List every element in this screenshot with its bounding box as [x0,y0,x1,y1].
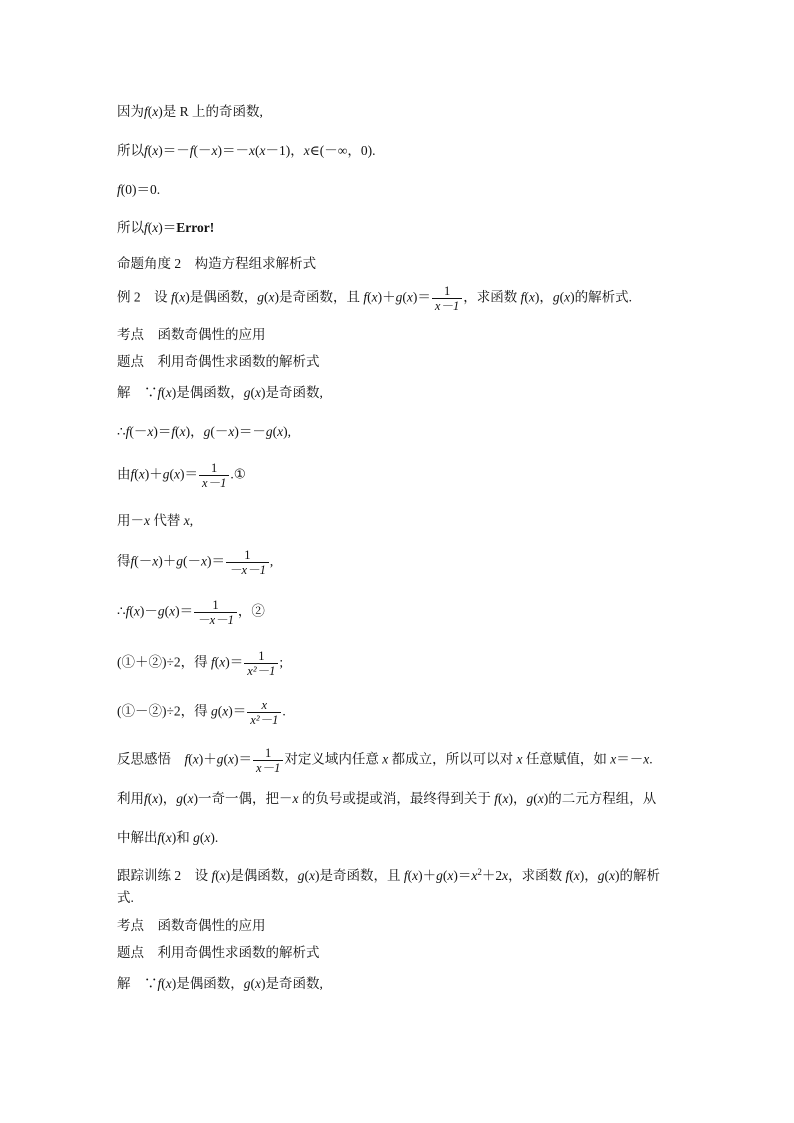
math: x [502,791,509,806]
numerator: 1 [265,746,272,760]
math: g [157,603,165,619]
text: )是奇函数，且 [274,289,364,305]
math: g [243,976,251,991]
math: x [249,143,256,158]
math: x [179,424,186,439]
line-14 [117,598,265,627]
line-4 [117,220,214,236]
label: 考点 函数奇偶性的应用 [117,918,266,933]
text: )＝－ [217,143,250,158]
text: ( [250,385,256,400]
fraction [199,461,229,490]
math: f [157,385,162,400]
math: x [222,703,229,719]
text: 用－ [117,513,144,528]
math: x [255,385,262,400]
math: x [382,751,389,767]
math: x [165,385,172,400]
text: 都成立，所以可以对 [388,751,517,767]
math: g [176,791,184,806]
label: 题点 利用奇偶性求函数的解析式 [117,354,320,369]
text: )＋ [198,751,217,767]
text: 式. [117,890,134,905]
line-8 [117,354,320,370]
text: (①＋②)÷2，得 [117,654,212,670]
math: f [494,791,499,806]
fraction [432,284,462,313]
math: x [228,751,235,767]
text: 所以 [117,143,144,158]
text: ( [147,220,153,235]
math: f [144,104,148,119]
math: x [643,751,650,767]
text: ( [215,868,220,883]
text: ( [367,289,372,305]
text: )＝ [225,654,244,670]
math: x [219,654,226,670]
text: (－ [129,424,148,439]
text: , [269,553,274,569]
text: 跟踪训练 2 设 [117,868,212,883]
text: . [282,703,286,719]
text: ( [161,385,166,400]
line-1 [117,104,263,120]
text: )＝－ [158,143,190,158]
math: f [189,143,194,158]
math: f [520,289,525,305]
text: 解 ∵ [117,385,158,400]
line-19 [117,830,218,846]
math: x [309,868,316,883]
math: f [157,976,162,991]
text: ), [283,424,291,439]
numerator: 1 [443,284,451,298]
text: )＝ [180,466,199,482]
math: g [216,751,224,767]
text: ＋2 [481,868,503,883]
math: x [292,791,299,806]
text: ( [250,976,256,991]
text: )， [185,424,204,439]
line-18 [117,791,656,807]
text: )＝ [412,289,431,305]
math: g [395,289,403,305]
math: x [174,466,181,482]
math: x [228,424,235,439]
math: x [564,289,571,305]
math: x [406,289,413,305]
label: 题点 利用奇偶性求函数的解析式 [117,945,320,960]
text: ，② [237,603,265,619]
text: ( [524,289,529,305]
math: g [193,830,200,845]
math: x [183,513,190,528]
text: ( [199,830,205,845]
text: )， [508,791,527,806]
text: ( [214,654,220,670]
text: )＝ [207,553,226,569]
text: ( [161,830,166,845]
text: ( [559,289,565,305]
text: ( [223,751,229,767]
math: x [303,143,310,158]
text: ( [129,603,134,619]
text: 所以 [117,220,144,235]
text: )， [158,791,177,806]
text: ( [604,868,610,883]
math: f [403,868,408,883]
text: )的二元方程组，从 [543,791,657,806]
math: g [526,791,534,806]
text: )是偶函数， [225,868,298,883]
math: f [144,791,148,806]
text: )是偶函数， [171,385,244,400]
text: ( [569,868,574,883]
math: f [211,654,215,670]
denominator: －x－1 [226,562,269,577]
text: ( [304,868,310,883]
math: x [528,289,535,305]
text: )－ [139,603,158,619]
math: f [117,182,121,197]
fraction [244,649,278,678]
text: (－ [134,553,153,569]
line-15 [117,649,283,678]
text: ). [210,830,219,845]
text: ( [442,868,448,883]
math: x [165,830,172,845]
text: )， [579,868,598,883]
text: )＋ [418,868,437,883]
text: , [189,513,194,528]
text: )是偶函数， [185,289,258,305]
text: )和 [171,830,194,845]
text: ＝－ [616,751,644,767]
error-text: Error! [176,220,215,235]
text: ( [164,603,170,619]
text: －1)， [265,143,304,158]
math: f [130,466,135,482]
text: . [649,751,653,767]
line-20 [117,864,660,884]
math: f [184,751,189,767]
text: 解 ∵ [117,976,158,991]
text: .① [230,466,246,482]
text: )是奇函数, [261,976,323,991]
text: )＝ [453,868,472,883]
denominator: x－1 [199,475,229,490]
math: x [502,868,509,883]
text: 反思感悟 [117,751,185,767]
math: x [516,751,523,767]
math: x [268,289,275,305]
text: (－ [193,143,212,158]
line-22 [117,918,266,934]
denominator: x²－1 [244,663,278,678]
text: ( [255,143,260,158]
math: f [211,868,216,883]
numerator: 1 [258,649,265,663]
text: )＋ [144,466,163,482]
math: x [152,143,159,158]
text: 因为 [117,104,144,119]
line-12 [117,513,193,529]
text: 得 [117,553,131,569]
math: x [179,289,186,305]
text: 中解出 [117,830,158,845]
line-21 [117,890,134,906]
text: )＝ [153,424,172,439]
math: x [201,553,208,569]
text: ( [264,289,269,305]
text: 对定义域内任意 [284,751,383,767]
text: )的解析 [615,868,661,883]
math: x [138,466,145,482]
text: ( [169,466,175,482]
math: g [211,703,218,719]
line-7 [117,327,266,343]
denominator: x－1 [432,298,462,313]
text: 的负号或提或消，最终得到关于 [298,791,495,806]
text: )＝－ [234,424,266,439]
text: ( [533,791,538,806]
math: f [125,424,130,439]
line-10 [117,424,291,440]
line-23 [117,945,320,961]
text: )＝ [234,751,253,767]
line-9 [117,385,323,401]
text: (0)＝0. [120,182,161,197]
text: ( [161,976,166,991]
text: 代替 [150,513,184,528]
math: g [176,553,184,569]
text: ( [188,751,193,767]
numerator: 1 [244,548,251,562]
text: ( [147,791,153,806]
text: 由 [117,466,131,482]
text: (①－②)÷2，得 [117,703,212,719]
fraction [247,698,281,727]
text: )＝ [228,703,247,719]
text: ，求函数 [508,868,566,883]
math: x [192,751,199,767]
denominator: －x－1 [194,612,237,627]
fraction [253,746,283,775]
math: x [152,791,159,806]
math: f [144,143,148,158]
math: x [133,603,140,619]
math: g [257,289,265,305]
math: g [297,868,305,883]
line-11 [117,461,246,490]
math: x [144,513,150,528]
text: ( [407,868,413,883]
math: x [211,143,218,158]
math: x [573,868,580,883]
numerator: 1 [211,461,218,475]
text: )一奇一偶，把－ [193,791,293,806]
text: ∈(－∞，0). [309,143,376,158]
math: x [152,104,159,119]
math: x [259,143,266,158]
math: f [565,868,570,883]
text: ，求函数 [463,289,521,305]
math: f [144,220,148,235]
math: x [147,424,154,439]
text: ( [175,424,180,439]
numerator: 1 [212,598,219,612]
fraction [226,548,269,577]
math: x [412,868,419,883]
line-6 [117,284,632,313]
line-16 [117,698,286,727]
text: )是 R 上的奇函数, [158,104,263,119]
text: (－ [210,424,229,439]
math: x [255,976,262,991]
text: 任意赋值，如 [522,751,611,767]
math: x [165,976,172,991]
line-24 [117,976,323,992]
text: ( [183,791,188,806]
text: ( [134,466,139,482]
math: f [171,289,175,305]
math: g [552,289,560,305]
math: x [610,751,617,767]
line-5 [117,256,316,272]
text: )＋ [377,289,396,305]
math: x [187,791,194,806]
math: x [471,868,478,883]
math: x [169,603,176,619]
math: g [265,424,273,439]
text: ∴ [117,424,126,439]
line-3 [117,182,160,198]
text: 利用 [117,791,144,806]
line-2 [117,143,376,159]
math: g [162,466,170,482]
fraction [194,598,237,627]
text: )是偶函数， [171,976,244,991]
math: x [277,424,284,439]
text: 例 2 设 [117,289,171,305]
math: x [219,868,226,883]
math: x [537,791,544,806]
denominator: x－1 [253,760,283,775]
math: f [171,424,176,439]
superscript: 2 [477,867,482,877]
line-13 [117,548,273,577]
heading: 命题角度 2 构造方程组求解析式 [117,256,317,271]
text: ( [147,143,153,158]
math: x [447,868,454,883]
denominator: x²－1 [247,712,281,727]
math: x [152,553,159,569]
math: f [130,553,135,569]
text: )是奇函数, [261,385,323,400]
text: )是奇函数，且 [315,868,404,883]
math: x [152,220,159,235]
math: g [203,424,211,439]
text: ( [147,104,153,119]
math: x [609,868,616,883]
math: f [363,289,368,305]
text: (－ [183,553,202,569]
text: )的解析式. [570,289,632,305]
text: )＋ [158,553,177,569]
text: ( [174,289,180,305]
line-17 [117,746,653,775]
text: )＝ [158,220,177,235]
math: f [157,830,162,845]
label: 考点 函数奇偶性的应用 [117,327,266,342]
text: )， [534,289,553,305]
text: ∴ [117,603,126,619]
text: ( [402,289,407,305]
math: g [243,385,251,400]
text: )＝ [175,603,194,619]
numerator: x [261,698,268,712]
math: x [204,830,211,845]
math: g [597,868,605,883]
math: g [436,868,443,883]
text: ; [279,654,284,670]
text: ( [498,791,503,806]
text: ( [217,703,223,719]
text: ( [272,424,278,439]
math: x [371,289,378,305]
math: f [125,603,130,619]
